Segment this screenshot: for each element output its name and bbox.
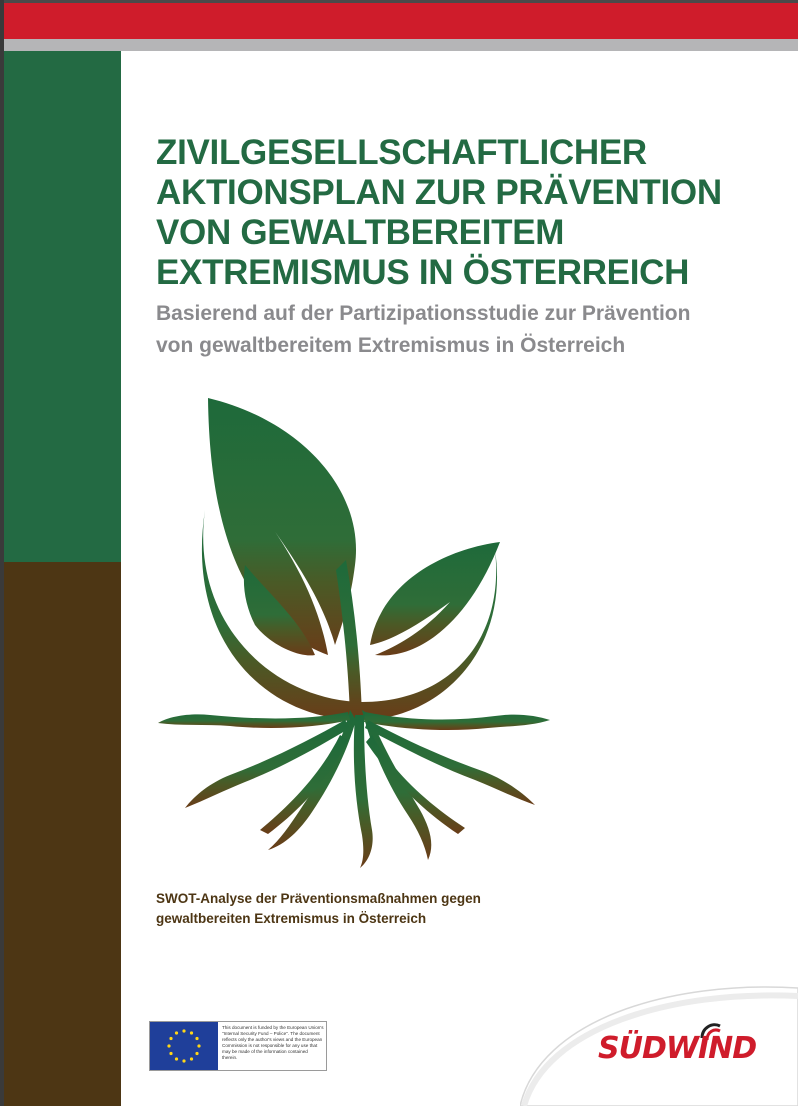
swot-caption <box>156 889 576 929</box>
cover-title <box>156 133 776 293</box>
suedwind-logo: SÜDWIND <box>598 1031 757 1066</box>
cover-subtitle <box>156 298 776 362</box>
title-line: ZIVILGESELLSCHAFTLICHER <box>156 133 647 172</box>
eu-funding-text: This document is funded by the European Union's "Internal Security Fund – Police". The document reflects only the author's views and the European Commission is not responsible for any use that may be made of the information contained therein. <box>222 1025 324 1060</box>
title-line: AKTIONSPLAN ZUR PRÄVENTION <box>156 173 722 212</box>
subtitle-line: Basierend auf der Partizipationsstudie zur Prävention <box>156 302 691 325</box>
title-line: VON GEWALTBEREITEM <box>156 213 565 252</box>
gray-header-band <box>4 39 798 51</box>
eu-funding-notice <box>149 1021 327 1071</box>
red-header-band <box>4 3 798 39</box>
swot-line: gewaltbereiten Extremismus in Österreich <box>156 911 427 926</box>
green-side-bar <box>4 51 121 562</box>
title-line: EXTREMISMUS IN ÖSTERREICH <box>156 253 690 292</box>
plant-with-roots-icon <box>150 390 570 870</box>
brown-side-bar <box>4 562 121 1106</box>
swot-line: SWOT-Analyse der Präventionsmaßnahmen gegen <box>156 891 481 906</box>
eu-flag-icon <box>150 1022 218 1070</box>
subtitle-line: von gewaltbereitem Extremismus in Österreich <box>156 334 626 357</box>
